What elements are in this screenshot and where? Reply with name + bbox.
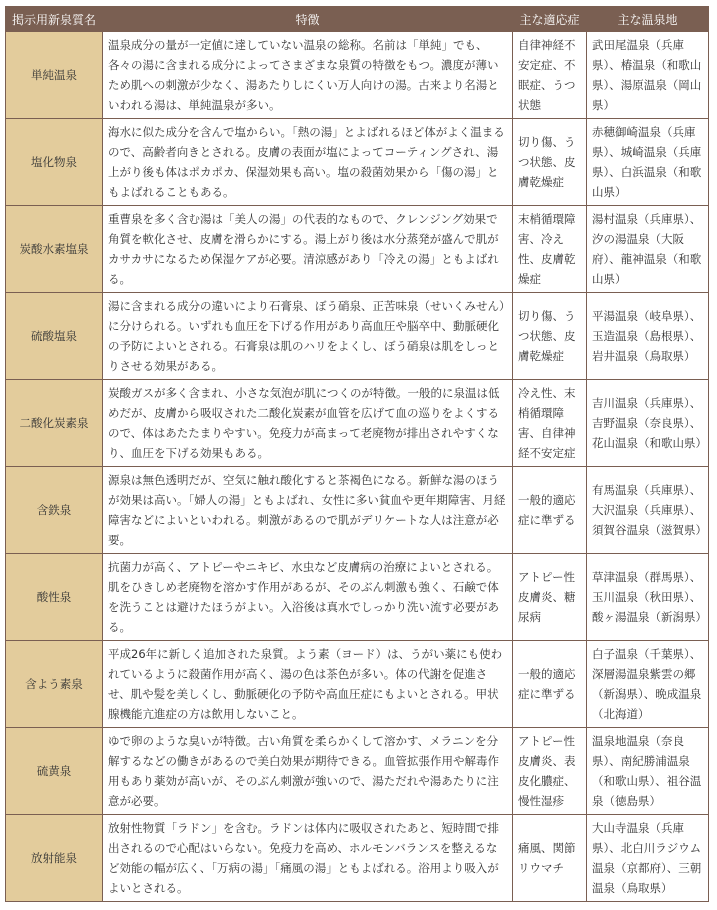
feature-cell: 温泉成分の量が一定値に達していない温泉の総称。名前は「単純」でも、各々の湯に含まれる成分によってさまざまな泉質の特徴をもつ。濃度が薄いため肌への刺激が少なく、湯あたりしにくい万人向けの湯。古来より名湯といわれる湯は、単純温泉が多い。	[103, 32, 513, 119]
header-locations: 主な温泉地	[587, 7, 709, 32]
feature-cell: 湯に含まれる成分の違いにより石膏泉、ぼう硝泉、正苦味泉（せいくみせん）に分けられる。いずれも血圧を下げる作用があり高血圧や脳卒中、動脈硬化の予防によいとされる。石膏泉は肌のハリをよくし、ぼう硝泉は肌をしっとりさせる効果がある。	[103, 293, 513, 380]
indications-cell: アトピー性皮膚炎、表皮化膿症、慢性湿疹	[513, 728, 587, 815]
locations-cell: 草津温泉（群馬県）、玉川温泉（秋田県）、酸ヶ湯温泉（新潟県）	[587, 554, 709, 641]
locations-cell: 平湯温泉（岐阜県）、玉造温泉（島根県）、岩井温泉（鳥取県）	[587, 293, 709, 380]
locations-cell: 大山寺温泉（兵庫県）、北白川ラジウム温泉（京都府）、三朝温泉（鳥取県）	[587, 815, 709, 902]
header-features: 特徴	[103, 7, 513, 32]
table-row	[6, 815, 709, 902]
indications-cell: 痛風、関節リウマチ	[513, 815, 587, 902]
spring-type-cell: 放射能泉	[6, 815, 103, 902]
table-row	[6, 641, 709, 728]
spring-type-cell: 硫酸塩泉	[6, 293, 103, 380]
feature-cell: 海水に似た成分を含んで塩からい。「熱の湯」とよばれるほど体がよく温まるので、高齢者向きとされる。皮膚の表面が塩によってコーティングされ、湯上がり後も体はポカポカ、保湿効果も高い。塩の殺菌効果から「傷の湯」ともよばれることもある。	[103, 119, 513, 206]
indications-cell: 一般的適応症に準ずる	[513, 467, 587, 554]
spring-type-cell: 含鉄泉	[6, 467, 103, 554]
hot-spring-quality-table	[5, 6, 709, 902]
locations-cell: 武田尾温泉（兵庫県）、椿温泉（和歌山県）、湯原温泉（岡山県）	[587, 32, 709, 119]
table-row	[6, 119, 709, 206]
spring-type-cell: 硫黄泉	[6, 728, 103, 815]
table-row	[6, 206, 709, 293]
header-spring-type: 掲示用新泉質名	[6, 7, 103, 32]
indications-cell: 冷え性、末梢循環障害、自律神経不安定症	[513, 380, 587, 467]
spring-type-cell: 塩化物泉	[6, 119, 103, 206]
header-indications: 主な適応症	[513, 7, 587, 32]
indications-cell: 切り傷、うつ状態、皮膚乾燥症	[513, 293, 587, 380]
indications-cell: 一般的適応症に準ずる	[513, 641, 587, 728]
feature-cell: 抗菌力が高く、アトピーやニキビ、水虫など皮膚病の治療によいとされる。肌をひきしめ老廃物を溶かす作用があるが、そのぶん刺激も強く、石鹸で体を洗うことは避けたほうがよい。入浴後は真水でしっかり洗い流す必要がある。	[103, 554, 513, 641]
table-row	[6, 32, 709, 119]
spring-type-cell: 単純温泉	[6, 32, 103, 119]
feature-cell: 炭酸ガスが多く含まれ、小さな気泡が肌につくのが特徴。一般的に泉温は低めだが、皮膚から吸収された二酸化炭素が血管を広げて血の巡りをよくするので、体はあたたまりやすい。免疫力が高まって老廃物が排出されやすくなり、血圧を下げる効果もある。	[103, 380, 513, 467]
table-row	[6, 293, 709, 380]
feature-cell: 源泉は無色透明だが、空気に触れ酸化すると茶褐色になる。新鮮な湯のほうが効果は高い。「婦人の湯」ともよばれ、女性に多い貧血や更年期障害、月経障害などによいといわれる。刺激があるので肌がデリケートな人は注意が必要。	[103, 467, 513, 554]
locations-cell: 湯村温泉（兵庫県）、汐の湯温泉（大阪府）、龍神温泉（和歌山県）	[587, 206, 709, 293]
indications-cell: 自律神経不安定症、不眠症、うつ状態	[513, 32, 587, 119]
locations-cell: 温泉地温泉（奈良県）、南紀勝浦温泉（和歌山県）、祖谷温泉（徳島県）	[587, 728, 709, 815]
spring-type-cell: 炭酸水素塩泉	[6, 206, 103, 293]
indications-cell: 末梢循環障害、冷え性、皮膚乾燥症	[513, 206, 587, 293]
indications-cell: アトピー性皮膚炎、糖尿病	[513, 554, 587, 641]
table-row	[6, 380, 709, 467]
table-row	[6, 554, 709, 641]
table-header-row	[6, 7, 709, 32]
feature-cell: 重曹泉を多く含む湯は「美人の湯」の代表的なもので、クレンジング効果で角質を軟化させ、皮膚を滑らかにする。湯上がり後は水分蒸発が盛んで肌がカサカサになるため保湿ケアが必要。清涼感があり「冷えの湯」ともよばれる。	[103, 206, 513, 293]
table-row	[6, 728, 709, 815]
spring-type-cell: 二酸化炭素泉	[6, 380, 103, 467]
indications-cell: 切り傷、うつ状態、皮膚乾燥症	[513, 119, 587, 206]
spring-type-cell: 含よう素泉	[6, 641, 103, 728]
locations-cell: 吉川温泉（兵庫県）、吉野温泉（奈良県）、花山温泉（和歌山県）	[587, 380, 709, 467]
feature-cell: 放射性物質「ラドン」を含む。ラドンは体内に吸収されたあと、短時間で排出されるので心配はいらない。免疫力を高め、ホルモンバランスを整えるなど効能の幅が広く、「万病の湯」「痛風の湯」ともよばれる。浴用より吸入がよいとされる。	[103, 815, 513, 902]
locations-cell: 有馬温泉（兵庫県）、大沢温泉（兵庫県）、須賀谷温泉（滋賀県）	[587, 467, 709, 554]
spring-type-cell: 酸性泉	[6, 554, 103, 641]
feature-cell: 平成26年に新しく追加された泉質。よう素（ヨード）は、うがい薬にも使われているように殺菌作用が高く、湯の色は茶色が多い。体の代謝を促進させ、肌や髪を美しくし、動脈硬化の予防や高血圧症にもよいとされる。甲状腺機能亢進症の方は飲用しないこと。	[103, 641, 513, 728]
table-row	[6, 467, 709, 554]
feature-cell: ゆで卵のような臭いが特徴。古い角質を柔らかくして溶かす、メラニンを分解するなどの働きがあるので美白効果が期待できる。血管拡張作用や解毒作用もあり薬効が高いが、そのぶん刺激が強いので、湯ただれや湯あたりに注意が必要。	[103, 728, 513, 815]
locations-cell: 白子温泉（千葉県）、深層湯温泉紫雲の郷（新潟県）、晩成温泉（北海道）	[587, 641, 709, 728]
locations-cell: 赤穂御崎温泉（兵庫県）、城崎温泉（兵庫県）、白浜温泉（和歌山県）	[587, 119, 709, 206]
